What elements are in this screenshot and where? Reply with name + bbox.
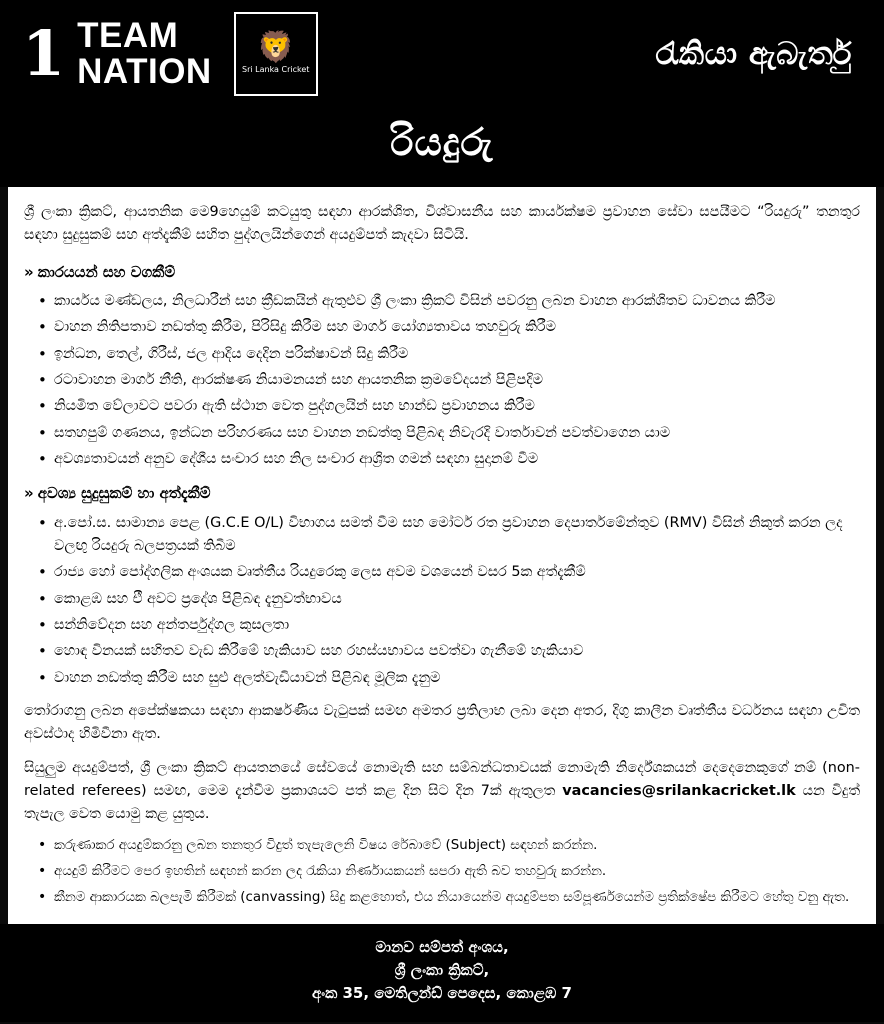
benefits-paragraph: තෝරාගනු ලබන අපේක්ෂකයා සඳහා ආකර්ෂණීය වැටුපක් සමඟ අමතර ප්‍රතිලාභ ලබා දෙන අතර, දිගු කාලීන වෘත්තීය වර්ධනය සඳහා උචිත අවස්ථාද හිමිවීනා ඇත. [24,702,860,743]
notes-list [24,836,860,908]
application-text-before-email: සියුලුම අයදුම්පත්, ශ්‍රී ලංකා ක්‍රිකට් ආයතනයේ සේවයේ නොමැති සහ සම්බන්ධතාවයක් නොමැති නිර්දේශකයන් දෙදෙනෙකුගේ නම් (non-related referees) සමඟ, මෙම දැන්වීම ප්‍රකාශයට පත් කළ දින සිට දින 7ක් ඇතුලත [24,759,860,799]
footer-line-address: අංක 35, මෙතිලන්ඩ් පෙදෙස, කොළඹ 7 [312,984,572,1003]
section-heading-duties [24,260,860,284]
list-item: • වාහන නඩත්තු කිරීම සහ සුළු අලත්වැඩියාවන් පිළිබඳ මූලික දැනුම [38,667,860,690]
list-item: • රටාවාහන මාර්ග නීති, ආරක්ෂණ නියාමනයන් සහ ආයතනික ක්‍රමවේදයන් පිළිපදිම [38,369,860,392]
duties-list [24,290,860,471]
section-heading-qualifications [24,481,860,505]
list-item: • සතහපුම් ගණනය, ඉන්ධන පරිහරණය සහ වාහන නඩත්තු පිළිබඳ නිවැරදි වාර්තාවන් පවත්වාගෙන යාම [38,422,860,445]
list-item: • කරුණාකර අයදුම්කරනු ලබන තනතුර විදුත් තැපැලෙනි විෂය රේබාවේ (Subject) සඳහන් කරන්න. [38,836,860,857]
badge-label: Sri Lanka Cricket [242,65,310,75]
page-footer [0,924,884,1022]
application-email-link[interactable]: vacancies@srilankacricket.lk [562,782,796,799]
chevron-right-icon: » [24,484,34,503]
list-item: • කීනම ආකාරයක බලපැමි කිරීමක් (canvassing) සිදු කළහොත්, එය නියායෙන්ම අයදුම්පත සම්පූර්ණයෙන්ම ප්‍රතික්ෂේප කිරීමට හේතු වනු ඇත. [38,888,860,909]
list-item: • අවශ්‍යතාවයන් අනුව දේශීය සංචාර සහ නිල සංචාර ආශ්‍රිත ගමන් සඳහා සුදානම් වීම [38,448,860,471]
list-item: • සන්නිවේදන සහ අන්තර්පුද්ගල කුසලතා [38,614,860,637]
list-item: • කොළඹ සහ එී අවට ප්‍රදේශ පිළිබඳ දැනුවත්භාවය [38,588,860,611]
list-item: • කාර්යය මණ්ඩලය, නිලධාරීන් සහ ක්‍රීඩකයින් ඇතුළුව ශ්‍රී ලංකා ක්‍රිකට් විසින් පවරනු ලබන වාහන ආරක්ශිතව ධාවනය කිරීම [38,290,860,313]
list-item: • රාජ්‍ය හෝ පෝද්ගලික අංශයක වෘත්තීය රියදුරෙකු ලෙස අවම වශයෙන් වසර 5ක අත්දැකීම් [38,561,860,584]
chevron-right-icon: » [24,262,34,281]
application-paragraph [24,757,860,827]
header-vacancy-title: රැකියා ඇබැර්තු [655,35,852,72]
logo-word-team: TEAM [77,16,179,56]
list-item: • ඉන්ධන, තෙල්, ගිරීස්, ජල ආදිය දෙදින පරික්ෂාවන් සිදු කිරීම [38,343,860,366]
one-team-one-nation-logo [22,12,318,96]
list-item: • නියමිත වේලාවට පවරා ඇති ස්ථාන වෙත පුද්ගලයින් සහ භාන්ඩ ප්‍රවාහනය කිරීම [38,395,860,418]
qualifications-list [24,512,860,690]
footer-line-organization: ශ්‍රී ලංකා ක්‍රිකට්, [394,961,490,980]
advert-body [8,187,876,924]
section-heading-qualifications-label: අවශ්‍ය සුදුසුකම් හා අත්දැකීම් [37,484,211,503]
page-title: රියදුරු [390,120,494,164]
page-header [0,0,884,108]
application-text-after-email: යන විදුත් තැපැල වෙත යොමු කළ යුතුය. [24,782,860,823]
list-item: • වාහන නිතිපතාව නඩත්තු කිරීම, පිරිසිදු කිරීම සහ මාර්ග යෝග්‍යතාවය තහවුරු කිරීම [38,316,860,339]
list-item: • හොඳ විනයක් සහිතව වැඩ කිරීමේ හැකියාව සහ රහස්යභාවය පවත්වා ගැනීමේ හැකියාව [38,640,860,663]
logo-wordmark [77,18,212,89]
logo-numeral-one: 1 [22,17,66,91]
logo-word-nation: NATION [77,52,212,91]
lion-icon: 🦁 [257,30,295,66]
sri-lanka-cricket-badge [234,12,318,96]
title-band [0,108,884,187]
list-item: • අයදුම් කිරීමට පෙර ඉහතින් සඳහන් කරන ලද රැකියා නිර්ණායකයන් සපරා ඇති බව තහවුරු කරන්න. [38,862,860,883]
section-heading-duties-label: කාරයයන් සහ වගකීම් [37,262,176,281]
intro-paragraph: ශ්‍රී ලංකා ක්‍රිකට්, ආයතනික මෙ9හෙයුම් කටයුතු සඳහා ආරක්ශිත, විශ්වාසනීය සහ කාර්යක්ෂම ප්‍රවාහන සේවා සපයීමට “රියදුරු” තනතුර සඳහා සුදුසුකම් සහ අත්දැකීම් සහිත පුද්ගලයින්ගෙන් අයදුම්පත් කැදවා සිටියි. [24,204,860,244]
footer-line-department: මානව සම්පත් අංශය, [375,937,509,956]
list-item: • අ.පෝ.ස. සාමාන්‍ය පෙළ (G.C.E O/L) විභාගය සමත් වීම සහ මෝටර් රත ප්‍රවාහන දෙපාර්තමේන්තුව (RMV) විසින් නිකුත් කරන ලද වලඟු රියදුරු බලපත්‍රයක් තිබීම [38,512,860,559]
